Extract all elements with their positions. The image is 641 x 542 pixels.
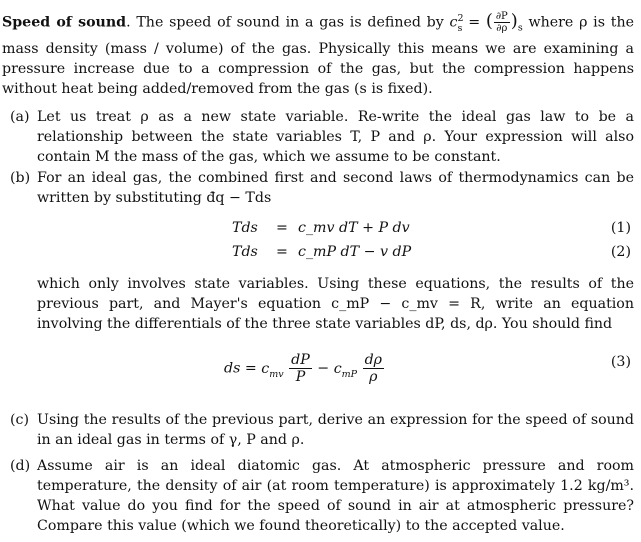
equation-2: Tds = c_mP dT − v dP (2) [232, 244, 631, 260]
part-a-label: (a) [10, 109, 30, 125]
part-d-label: (d) [10, 458, 31, 474]
eq2-number: (2) [610, 244, 631, 260]
part-b-mid-text: which only involves state variables. Using these equations, the results of the previous part, and Mayer's equation c_mP − c_mv = R, write an equation involving the differentials of the three state variables dP, ds, dρ. You should find [37, 276, 634, 332]
eq-den: ∂ρ [496, 23, 508, 35]
intro-text-after: where ρ is the mass density (mass / volume) of the gas. Physically this means we are examining a pressure increase due to a compression of the gas, but the compression happens without heat being added/removed from the gas (s is fixed). [2, 14, 634, 97]
part-b-label: (b) [10, 170, 31, 186]
part-b-intro: For an ideal gas, the combined first and second laws of thermodynamics can be written by substituting đq − Tds [37, 170, 634, 206]
eq-sub: s [517, 22, 523, 34]
cs-symbol: c [449, 14, 458, 31]
part-d [10, 456, 634, 536]
intro-text-before: . The speed of sound in a gas is defined by [126, 14, 450, 31]
eq2-rhs: c_mP dT − v dP [298, 244, 412, 260]
part-b [10, 168, 634, 208]
eq2-lhs: Tds [232, 244, 258, 260]
part-c-text: Using the results of the previous part, derive an expression for the speed of sound in an ideal gas in terms of γ, P and ρ. [37, 412, 634, 448]
eq3-number: (3) [610, 354, 631, 370]
part-b-mid [10, 274, 634, 334]
eq-num: ∂P [495, 11, 508, 23]
part-d-text: Assume air is an ideal diatomic gas. At atmospheric pressure and room temperature, the density of air (at room temperature) is approximately 1.2 kg/m³. What value do you find for the speed of sound in air at atmospheric pressure? Compare this value (which we found theoretically) to the accepted value. [37, 458, 634, 534]
part-a-text: Let us treat ρ as a new state variable. Re-write the ideal gas law to be a relationship between the state variables T, P and ρ. Your expression will also contain M the mass of the gas, which we assume to be constant. [37, 109, 634, 165]
part-c-label: (c) [10, 412, 30, 428]
eq1-number: (1) [610, 220, 631, 236]
equation-1: Tds = c_mv dT + P dv (1) [232, 220, 631, 236]
equation-3: ds = $c_{mv}$ $\frac{dP}{P}$ − $c_{mP}$ $\frac{d\rho}{\rho}$ (3) [224, 352, 631, 385]
eq1-lhs: Tds [232, 220, 258, 236]
part-c [10, 410, 634, 450]
intro-title: Speed of sound [2, 14, 127, 31]
eq1-rhs: c_mv dT + P dv [298, 220, 410, 236]
intro-paragraph: Speed of sound. The speed of sound in a gas is defined by $c^2_s$ = ( $\frac{\partial P}{\partial\rho}$ )$_s$ where ρ is the mass density (mass / volume) of the gas. Physically this means we are examining a pressure increase due to a compression of the gas, but the compression happens without heat being added/removed from the gas (s is fixed). [2, 10, 634, 97]
part-a [10, 107, 634, 167]
